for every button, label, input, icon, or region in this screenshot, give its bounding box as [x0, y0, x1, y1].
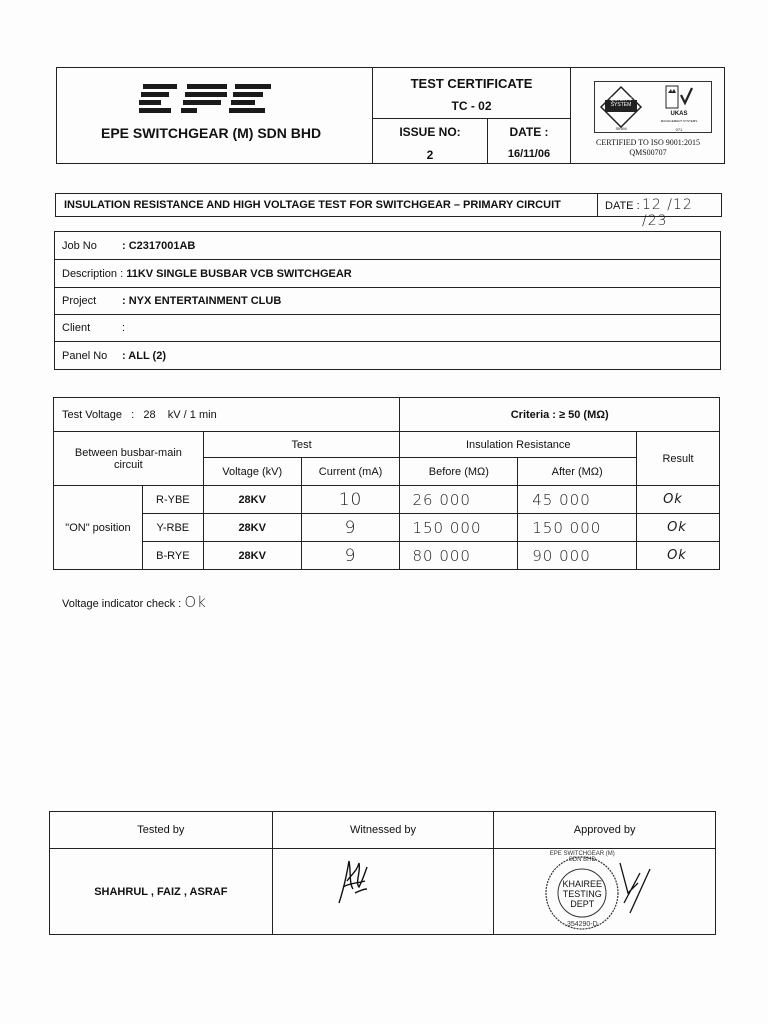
- current-cell: 10: [301, 486, 400, 514]
- badge-mgmt-text: MANAGEMENT SYSTEMS: [660, 119, 698, 123]
- current-header: Current (mA): [301, 458, 400, 486]
- approval-cell: [494, 849, 716, 935]
- info-row-panel: [55, 342, 721, 370]
- epe-logo: [139, 82, 275, 118]
- witnessed-label: Witnessed by: [272, 812, 494, 849]
- tested-names: SHAHRUL , FAIZ , ASRAF: [50, 849, 273, 935]
- test-header: Test: [203, 432, 400, 458]
- badge-quality-text: QUALITY SYSTEM: [610, 97, 632, 108]
- witness-signature: [329, 853, 373, 911]
- voltage-header: Voltage (kV): [203, 458, 301, 486]
- stamp-line3: DEPT: [570, 899, 595, 909]
- before-cell: 26 000: [400, 486, 518, 514]
- before-cell: 150 000: [400, 514, 518, 542]
- phase-cell: Y-RBE: [142, 514, 203, 542]
- ir-header: Insulation Resistance: [400, 432, 637, 458]
- panel-value: : ALL (2): [122, 349, 166, 362]
- phase-cell: R-YBE: [142, 486, 203, 514]
- date-value: 16/11/06: [507, 148, 551, 160]
- results-table: [53, 397, 720, 570]
- result-header: Result: [637, 432, 720, 486]
- result-cell: Ok: [637, 486, 720, 514]
- criteria-cell: [400, 398, 720, 432]
- test-title-bar: [55, 193, 598, 217]
- info-row-client: [55, 315, 721, 342]
- info-row-description: [55, 260, 721, 288]
- results-top-row: [54, 398, 720, 432]
- stamp-ring-text: EPE SWITCHGEAR (M) SDN BHD: [549, 851, 615, 863]
- info-row-job: [55, 232, 721, 260]
- signoff-body-row: [50, 849, 716, 935]
- test-title: INSULATION RESISTANCE AND HIGH VOLTAGE TEST FOR SWITCHGEAR – PRIMARY CIRCUIT: [64, 199, 561, 211]
- criteria: Criteria : ≥ 50 (MΩ): [510, 408, 609, 421]
- result-row: [54, 486, 720, 514]
- job-value: : C2317001AB: [122, 239, 196, 252]
- job-label: Job No: [62, 239, 97, 252]
- company-name: EPE SWITCHGEAR (M) SDN BHD: [101, 125, 322, 141]
- result-cell: Ok: [637, 514, 720, 542]
- issue-value: 2: [426, 148, 434, 162]
- project-value: : NYX ENTERTAINMENT CLUB: [122, 295, 282, 307]
- desc-label: Description :: [62, 267, 124, 280]
- test-voltage: Test Voltage : 28 kV / 1 min: [62, 408, 217, 421]
- test-date-box: [597, 193, 722, 229]
- after-cell: 150 000: [518, 514, 637, 542]
- panel-label: Panel No: [62, 349, 108, 362]
- stamp-bottom: 354290-D: [566, 921, 598, 928]
- phase-cell: B-RYE: [142, 542, 203, 570]
- test-date-label: DATE :: [605, 200, 640, 212]
- client-value: :: [122, 322, 126, 334]
- tested-label: Tested by: [50, 812, 273, 849]
- after-header: After (MΩ): [518, 458, 637, 486]
- ukas-crown-icon: [665, 85, 693, 109]
- voltage-indicator: [62, 593, 207, 611]
- voltage-cell: 28KV: [203, 486, 301, 514]
- approved-label: Approved by: [494, 812, 716, 849]
- before-cell: 80 000: [400, 542, 518, 570]
- cert-code: TC - 02: [451, 99, 492, 113]
- result-cell: Ok: [637, 542, 720, 570]
- results-header-row-1: [54, 432, 720, 458]
- result-row: [54, 542, 720, 570]
- stamp-line1: KHAIREE: [562, 879, 603, 889]
- badge-bureau-text: SIRIM: [615, 126, 627, 131]
- indicator-label: Voltage indicator check :: [62, 598, 182, 610]
- project-label: Project: [62, 295, 97, 307]
- result-row: [54, 514, 720, 542]
- desc-value: 11KV SINGLE BUSBAR VCB SWITCHGEAR: [126, 267, 352, 280]
- test-date-value: 12 /12 /23: [642, 197, 693, 229]
- info-row-project: [55, 288, 721, 315]
- header-box: [56, 67, 725, 164]
- test-voltage-cell: [54, 398, 400, 432]
- info-table: [54, 231, 721, 370]
- header-hline: [372, 118, 570, 119]
- badge-num-text: 071: [675, 127, 683, 132]
- voltage-cell: 28KV: [203, 514, 301, 542]
- current-cell: 9: [301, 542, 400, 570]
- voltage-cell: 28KV: [203, 542, 301, 570]
- between-header: Between busbar-main circuit: [54, 432, 204, 486]
- signoff-table: [49, 811, 716, 935]
- indicator-value: Ok: [184, 593, 207, 611]
- before-header: Before (MΩ): [400, 458, 518, 486]
- cert-title: TEST CERTIFICATE: [410, 76, 533, 91]
- witness-signature-cell: [272, 849, 494, 935]
- current-cell: 9: [301, 514, 400, 542]
- date-label: DATE :: [509, 125, 549, 139]
- position-cell: "ON" position: [54, 486, 143, 570]
- after-cell: 90 000: [518, 542, 637, 570]
- badge-ukas-text: UKAS: [670, 111, 688, 117]
- signoff-header-row: [50, 812, 716, 849]
- cert-line1: CERTIFIED TO ISO 9001:2015: [596, 138, 700, 147]
- issue-label: ISSUE NO:: [399, 125, 461, 139]
- cert-line2: QMS00707: [629, 148, 667, 157]
- after-cell: 45 000: [518, 486, 637, 514]
- quality-badge: [594, 81, 712, 133]
- stamp-line2: TESTING: [562, 889, 602, 899]
- client-label: Client: [62, 322, 91, 334]
